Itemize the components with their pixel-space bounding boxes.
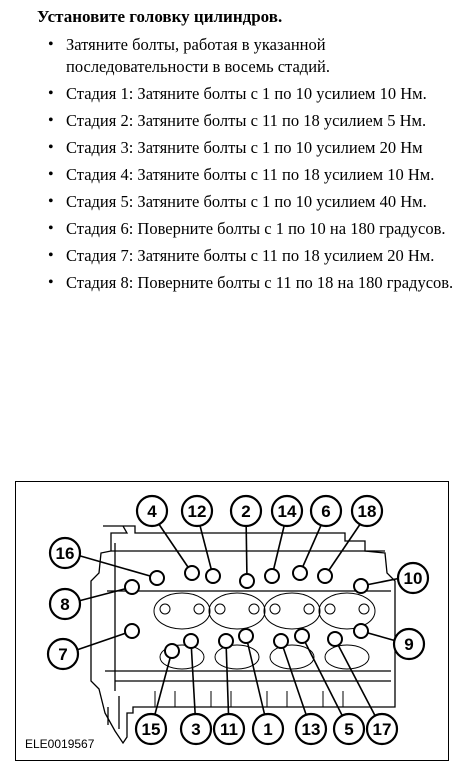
callout-label: 8 (60, 595, 70, 614)
callout-bolt-13 (296, 714, 326, 744)
callout-label: 4 (147, 502, 157, 521)
callout-label: 9 (404, 635, 414, 654)
callout-label: 7 (58, 645, 68, 664)
step-text: Стадия 8: Поверните болты с 11 по 18 на 180 градусов. (66, 273, 454, 292)
callout-label: 17 (372, 720, 392, 739)
callout-bolt-10 (398, 563, 428, 593)
callout-bolt-1 (253, 714, 283, 744)
callout-bolt-11 (214, 714, 244, 744)
callout-label: 2 (241, 502, 251, 521)
callout-bolt-14 (272, 496, 302, 526)
step-text: Стадия 5: Затяните болты с 1 по 10 усилием 40 Нм. (66, 192, 427, 211)
callout-label: 13 (301, 720, 321, 739)
callout-bolt-18 (352, 496, 382, 526)
callout-bolt-7 (48, 639, 78, 669)
step-stage-3 (44, 137, 456, 159)
step-stage-5 (44, 191, 456, 213)
step-stage-4 (44, 164, 456, 186)
callout-label: 1 (263, 720, 273, 739)
bullet-icon: • (48, 193, 54, 210)
callout-bolt-8 (50, 589, 80, 619)
bullet-icon: • (48, 36, 54, 53)
callout-label: 12 (187, 502, 207, 521)
callout-label: 6 (321, 502, 331, 521)
bullet-icon: • (48, 85, 54, 102)
step-stage-6 (44, 218, 456, 240)
step-text: Стадия 3: Затяните болты с 1 по 10 усилием 20 Нм (66, 138, 423, 157)
callout-label: 11 (220, 720, 238, 739)
bullet-icon: • (48, 247, 54, 264)
step-text: Стадия 6: Поверните болты с 1 по 10 на 180 градусов. (66, 219, 446, 238)
callout-bolt-15 (136, 714, 166, 744)
section-heading: Установите головку цилиндров. (37, 7, 283, 26)
callout-label: 18 (357, 502, 377, 521)
step-stage-8 (44, 272, 456, 294)
callout-bolt-5 (334, 714, 364, 744)
callout-label: 3 (191, 720, 201, 739)
step-text: Стадия 1: Затяните болты с 1 по 10 усилием 10 Нм. (66, 84, 427, 103)
callout-bolt-9 (394, 629, 424, 659)
bullet-icon: • (48, 139, 54, 156)
figure-code: ELE0019567 (25, 737, 95, 751)
diagram-canvas (15, 481, 449, 761)
callout-label: 15 (141, 720, 161, 739)
callout-bolt-4 (137, 496, 167, 526)
step-text: Стадия 2: Затяните болты с 11 по 18 усилием 5 Нм. (66, 111, 427, 130)
bullet-icon: • (48, 166, 54, 183)
tightening-steps-list (44, 34, 456, 299)
callout-bolt-2 (231, 496, 261, 526)
callout-label: 14 (277, 502, 297, 521)
step-stage-7 (44, 245, 456, 267)
callout-label: 16 (55, 544, 75, 563)
callout-bolt-17 (367, 714, 397, 744)
callout-bolt-16 (50, 538, 80, 568)
bullet-icon: • (48, 112, 54, 129)
step-text: Затяните болты, работая в указанной последовательности в восемь стадий. (66, 35, 330, 76)
bullet-icon: • (48, 220, 54, 237)
step-intro (44, 34, 456, 78)
callout-bolt-12 (182, 496, 212, 526)
callout-bolt-3 (181, 714, 211, 744)
step-text: Стадия 4: Затяните болты с 11 по 18 усилием 10 Нм. (66, 165, 435, 184)
step-text: Стадия 7: Затяните болты с 11 по 18 усилием 20 Нм. (66, 246, 435, 265)
callout-label: 10 (403, 569, 423, 588)
bullet-icon: • (48, 274, 54, 291)
step-stage-1 (44, 83, 456, 105)
callout-label: 5 (344, 720, 354, 739)
callout-bolt-6 (311, 496, 341, 526)
cylinder-head-diagram (15, 481, 449, 761)
step-stage-2 (44, 110, 456, 132)
